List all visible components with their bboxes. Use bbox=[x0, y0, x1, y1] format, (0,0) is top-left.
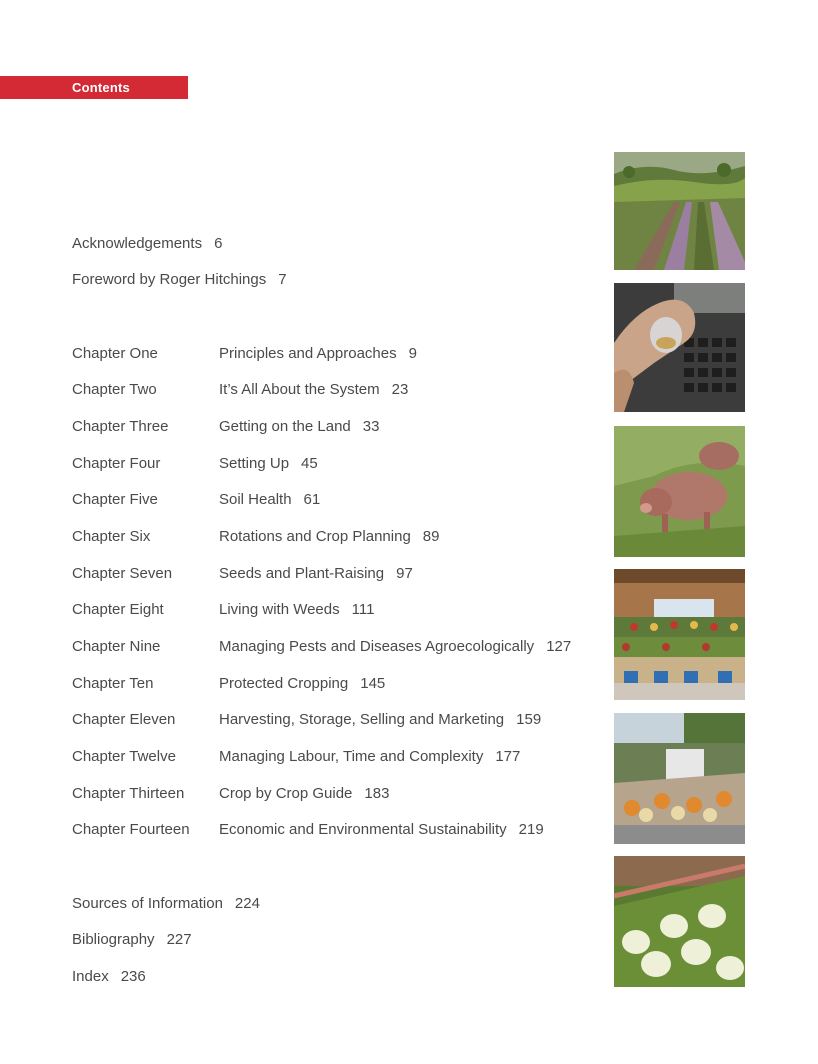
chapter-page: 89 bbox=[422, 528, 440, 545]
chapter-page: 45 bbox=[301, 455, 318, 472]
chapter-page: 61 bbox=[303, 491, 321, 508]
toc-chapter-entry[interactable] bbox=[72, 490, 320, 510]
toc-chapter-entry[interactable] bbox=[72, 527, 439, 547]
chapter-label: Chapter Fourteen bbox=[72, 821, 190, 838]
chapter-label: Chapter Thirteen bbox=[72, 785, 185, 802]
toc-chapter-entry[interactable] bbox=[72, 820, 544, 840]
market-stall-photo bbox=[614, 569, 745, 700]
chapter-label: Chapter Twelve bbox=[72, 748, 176, 765]
chapter-page: 97 bbox=[396, 565, 413, 582]
entry-page: 6 bbox=[214, 235, 223, 252]
toc-chapter-entry[interactable] bbox=[72, 564, 413, 584]
chapter-label: Chapter Seven bbox=[72, 565, 173, 582]
entry-title: Index bbox=[72, 968, 109, 985]
toc-entry-acknowledgements[interactable] bbox=[72, 234, 222, 254]
fennel-crates-photo bbox=[614, 856, 745, 987]
toc-entry-foreword[interactable] bbox=[72, 270, 287, 290]
entry-page: 236 bbox=[120, 968, 146, 985]
chapter-label: Chapter Eight bbox=[72, 601, 164, 618]
field-rows-photo bbox=[614, 152, 745, 270]
chapter-label: Chapter Ten bbox=[72, 675, 154, 692]
chapter-page: 111 bbox=[351, 601, 375, 618]
chapter-title: Living with Weeds bbox=[219, 601, 340, 618]
toc-chapter-entry[interactable] bbox=[72, 710, 541, 730]
toc-chapter-entry[interactable] bbox=[72, 454, 318, 474]
toc-chapter-entry[interactable] bbox=[72, 417, 379, 437]
chapter-label: Chapter Nine bbox=[72, 638, 161, 655]
entry-page: 224 bbox=[234, 895, 260, 912]
contents-title: Contents bbox=[72, 80, 130, 95]
chapter-page: 183 bbox=[364, 785, 390, 802]
chapter-page: 33 bbox=[362, 418, 380, 435]
chapter-title: Protected Cropping bbox=[219, 675, 349, 692]
chapter-label: Chapter Four bbox=[72, 455, 161, 472]
chapter-label: Chapter Eleven bbox=[72, 711, 176, 728]
chapter-label: Chapter Five bbox=[72, 491, 158, 508]
seed-sowing-photo bbox=[614, 283, 745, 412]
toc-chapter-entry[interactable] bbox=[72, 600, 374, 620]
chapter-title: Soil Health bbox=[219, 491, 292, 508]
chapter-label: Chapter Three bbox=[72, 418, 169, 435]
entry-title: Bibliography bbox=[72, 931, 155, 948]
toc-chapter-entry[interactable] bbox=[72, 637, 571, 657]
chapter-title: Economic and Environmental Sustainability bbox=[219, 821, 507, 838]
entry-page: 7 bbox=[278, 271, 287, 288]
chapter-title: It’s All About the System bbox=[219, 381, 380, 398]
chapter-label: Chapter One bbox=[72, 345, 158, 362]
harvest-trailer-photo bbox=[614, 713, 745, 844]
chapter-page: 159 bbox=[516, 711, 542, 728]
toc-entry-index[interactable] bbox=[72, 967, 146, 987]
entry-page: 227 bbox=[166, 931, 192, 948]
toc-entry-bibliography[interactable] bbox=[72, 930, 192, 950]
toc-chapter-entry[interactable] bbox=[72, 784, 389, 804]
chapter-page: 23 bbox=[391, 381, 409, 398]
chapter-label: Chapter Six bbox=[72, 528, 151, 545]
entry-title: Acknowledgements bbox=[72, 235, 203, 252]
toc-chapter-entry[interactable] bbox=[72, 380, 408, 400]
chapter-page: 127 bbox=[546, 638, 572, 655]
chapter-title: Managing Pests and Diseases Agroecologically bbox=[219, 638, 535, 655]
chapter-title: Managing Labour, Time and Complexity bbox=[219, 748, 484, 765]
contents-header-band bbox=[0, 76, 188, 99]
chapter-label: Chapter Two bbox=[72, 381, 157, 398]
chapter-page: 145 bbox=[360, 675, 386, 692]
chapter-title: Rotations and Crop Planning bbox=[219, 528, 411, 545]
chapter-title: Getting on the Land bbox=[219, 418, 351, 435]
toc-chapter-entry[interactable] bbox=[72, 747, 520, 767]
chapter-title: Setting Up bbox=[219, 455, 290, 472]
toc-entry-sources[interactable] bbox=[72, 894, 260, 914]
chapter-title: Crop by Crop Guide bbox=[219, 785, 353, 802]
chapter-page: 177 bbox=[495, 748, 521, 765]
entry-title: Foreword by Roger Hitchings bbox=[72, 271, 267, 288]
chapter-page: 219 bbox=[518, 821, 544, 838]
chapter-page: 9 bbox=[408, 345, 417, 362]
pigs-photo bbox=[614, 426, 745, 557]
entry-title: Sources of Information bbox=[72, 895, 223, 912]
toc-chapter-entry[interactable] bbox=[72, 674, 385, 694]
chapter-title: Seeds and Plant-Raising bbox=[219, 565, 385, 582]
toc-chapter-entry[interactable] bbox=[72, 344, 417, 364]
chapter-title: Harvesting, Storage, Selling and Marketing bbox=[219, 711, 505, 728]
chapter-title: Principles and Approaches bbox=[219, 345, 397, 362]
